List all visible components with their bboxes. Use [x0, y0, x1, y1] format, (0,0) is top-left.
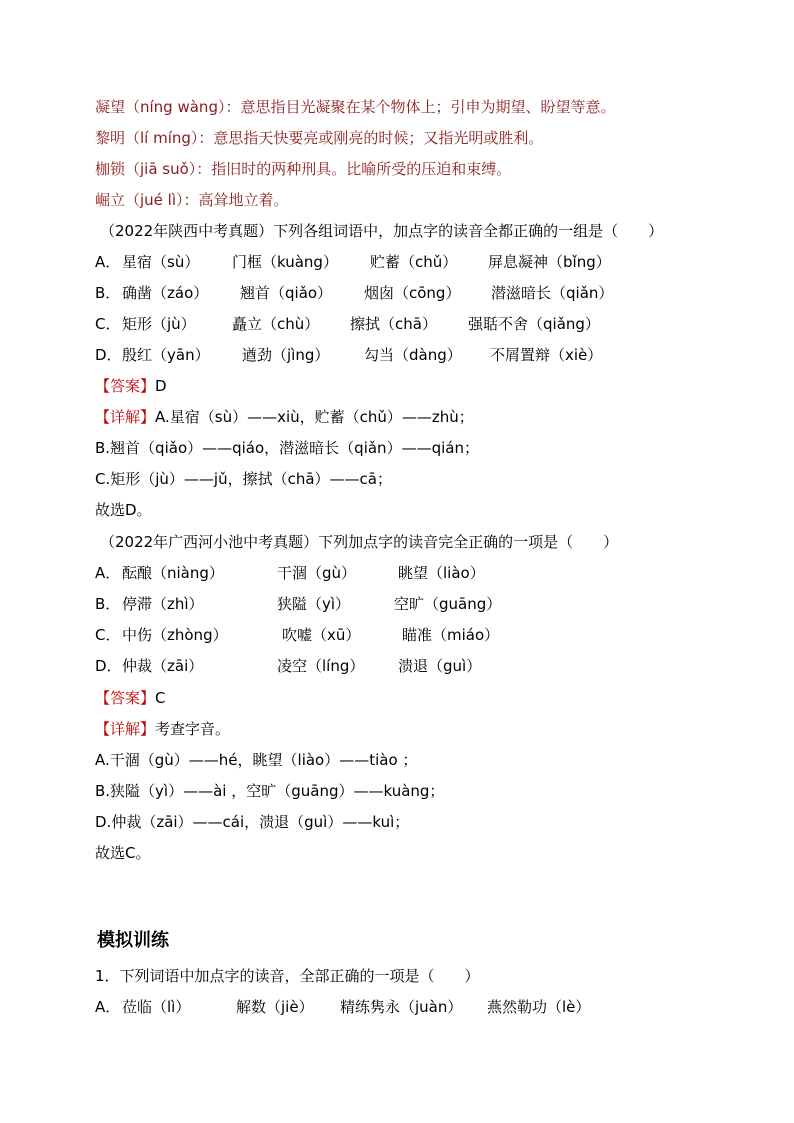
conclusion-line: 故选D。 — [95, 501, 152, 519]
option-item: 莅临（lì） — [122, 998, 191, 1016]
option-item: 狭隘（yì） — [277, 595, 351, 613]
section-title: 模拟训练 — [97, 930, 169, 951]
option-item: 勾当（dàng） — [364, 346, 462, 364]
detail-line — [95, 719, 230, 739]
option-label: A． — [95, 998, 121, 1016]
option-item: 贮蓄（chǔ） — [370, 253, 458, 271]
option-item: 仲裁（zāi） — [122, 657, 204, 675]
option-item: 翘首（qiǎo） — [240, 284, 333, 302]
conclusion-line: 故选C。 — [95, 844, 151, 862]
question-stem: （2022年广西河小池中考真题）下列加点字的读音完全正确的一项是（ ） — [100, 533, 619, 551]
answer-line — [95, 376, 167, 396]
option-item: 擦拭（chā） — [350, 315, 437, 333]
detail-tag: 【详解】 — [95, 720, 156, 738]
option-item: 溃退（guì） — [398, 657, 482, 675]
answer-value: D — [155, 377, 167, 395]
detail-text: A.星宿（sù）——xiù，贮蓄（chǔ）——zhù； — [155, 408, 474, 426]
definition-line: 凝望（níng wàng）：意思指目光凝聚在某个物体上；引申为期望、盼望等意。 — [95, 98, 616, 116]
option-item: 解数（jiè） — [236, 998, 314, 1016]
option-item: 精练隽永（juàn） — [340, 998, 463, 1016]
answer-tag: 【答案】 — [95, 377, 156, 395]
option-item: 烟囱（cōng） — [364, 284, 461, 302]
option-item: 屏息凝神（bǐng） — [488, 253, 611, 271]
detail-line: D.仲裁（zāi）——cái，溃退（guì）——kuì； — [95, 813, 410, 831]
option-item: 瞄准（miáo） — [402, 626, 500, 644]
option-item: 矗立（chù） — [232, 315, 320, 333]
option-item: 门框（kuàng） — [232, 253, 338, 271]
option-item: 凌空（líng） — [277, 657, 365, 675]
option-label: A． — [95, 564, 121, 582]
option-item: 酝酿（niàng） — [122, 564, 224, 582]
option-item: 空旷（guāng） — [394, 595, 502, 613]
detail-line: B.狭隘（yì）——ài ，空旷（guāng）——kuàng； — [95, 782, 445, 800]
definition-line: 枷锁（jiā suǒ）：指旧时的两种刑具。比喻所受的压迫和束缚。 — [95, 160, 512, 178]
definition-line: 黎明（lí míng）：意思指天快要亮或刚亮的时候；又指光明或胜利。 — [95, 129, 544, 147]
option-item: 星宿（sù） — [122, 253, 200, 271]
option-item: 干涸（gù） — [277, 564, 357, 582]
option-label: B． — [95, 284, 121, 302]
option-item: 确凿（záo） — [122, 284, 209, 302]
option-item: 强聒不舍（qiǎng） — [468, 315, 600, 333]
detail-tag: 【详解】 — [95, 408, 156, 426]
answer-line — [95, 688, 166, 708]
detail-line: B.翘首（qiǎo）——qiáo，潜滋暗长（qiǎn）——qián； — [95, 439, 479, 457]
question-stem: （2022年陕西中考真题）下列各组词语中，加点字的读音全都正确的一组是（ ） — [100, 222, 664, 240]
option-label: B． — [95, 595, 121, 613]
option-label: C． — [95, 626, 121, 644]
option-item: 不屑置辩（xiè） — [490, 346, 603, 364]
detail-line: C.矩形（jù）——jǔ，擦拭（chā）——cā； — [95, 470, 392, 488]
option-item: 矩形（jù） — [122, 315, 196, 333]
question-stem: 1．下列词语中加点字的读音，全部正确的一项是（ ） — [95, 967, 480, 985]
option-label: D． — [95, 657, 122, 675]
option-label: D． — [95, 346, 122, 364]
detail-text: 考查字音。 — [155, 720, 231, 738]
definition-line: 崛立（jué lì）：高耸地立着。 — [95, 191, 289, 209]
option-item: 眺望（liào） — [398, 564, 485, 582]
option-item: 吹嘘（xū） — [282, 626, 361, 644]
option-label: C． — [95, 315, 121, 333]
option-item: 遒劲（jìng） — [242, 346, 330, 364]
option-label: A． — [95, 253, 121, 271]
option-item: 潜滋暗长（qiǎn） — [491, 284, 614, 302]
option-item: 停滞（zhì） — [122, 595, 204, 613]
option-item: 殷红（yān） — [122, 346, 210, 364]
detail-line: A.干涸（gù）——hé，眺望（liào）——tiào ； — [95, 751, 418, 769]
detail-line — [95, 407, 474, 427]
option-item: 中伤（zhòng） — [122, 626, 228, 644]
answer-tag: 【答案】 — [95, 689, 156, 707]
option-item: 燕然勒功（lè） — [487, 998, 591, 1016]
answer-value: C — [155, 689, 166, 707]
